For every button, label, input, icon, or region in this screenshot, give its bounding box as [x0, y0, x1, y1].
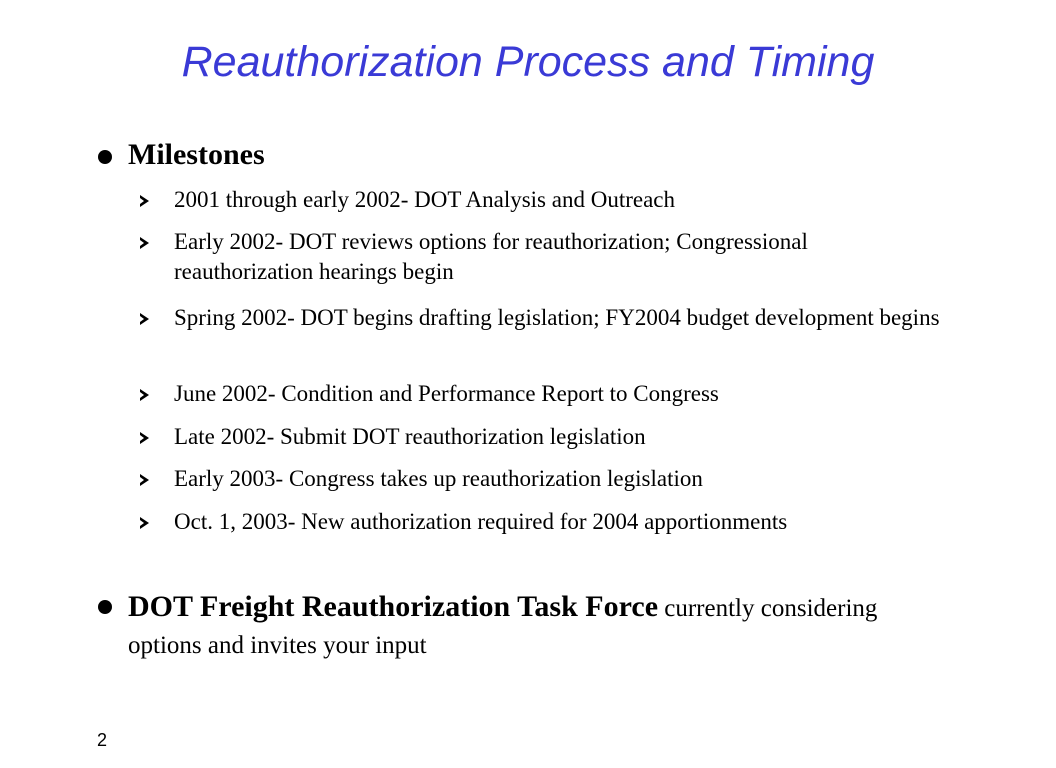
arrow-bullet-icon	[140, 237, 149, 249]
bullet-heading: Milestones	[128, 138, 265, 171]
sub-item-text: Early 2002- DOT reviews options for reauthorization; Congressional reauthorization hearings begin	[174, 229, 808, 284]
arrow-bullet-icon	[140, 432, 149, 444]
sub-item-text: Late 2002- Submit DOT reauthorization legislation	[174, 424, 646, 449]
sub-item-text: Spring 2002- DOT begins drafting legislation; FY2004 budget development begins	[174, 305, 940, 330]
sub-item-text: Early 2003- Congress takes up reauthorization legislation	[174, 466, 703, 491]
bullet-dot-icon	[98, 600, 112, 614]
sub-item-text: June 2002- Condition and Performance Report to Congress	[174, 381, 719, 406]
slide-title: Reauthorization Process and Timing	[181, 38, 875, 86]
arrow-bullet-icon	[140, 517, 149, 529]
bullet-dot-icon	[98, 150, 112, 164]
bullet-rest-text: currently considering options and invites your input	[128, 595, 878, 659]
bullet-heading: DOT Freight Reauthorization Task Force	[128, 590, 659, 623]
bullet-text	[128, 590, 948, 666]
sub-item-text: Oct. 1, 2003- New authorization required for 2004 apportionments	[174, 509, 788, 534]
arrow-bullet-icon	[140, 474, 149, 486]
arrow-bullet-icon	[140, 195, 149, 207]
arrow-bullet-icon	[140, 313, 149, 325]
page-number: 2	[97, 730, 108, 750]
arrow-bullet-icon	[140, 389, 149, 401]
sub-item-text: 2001 through early 2002- DOT Analysis and Outreach	[174, 187, 676, 212]
